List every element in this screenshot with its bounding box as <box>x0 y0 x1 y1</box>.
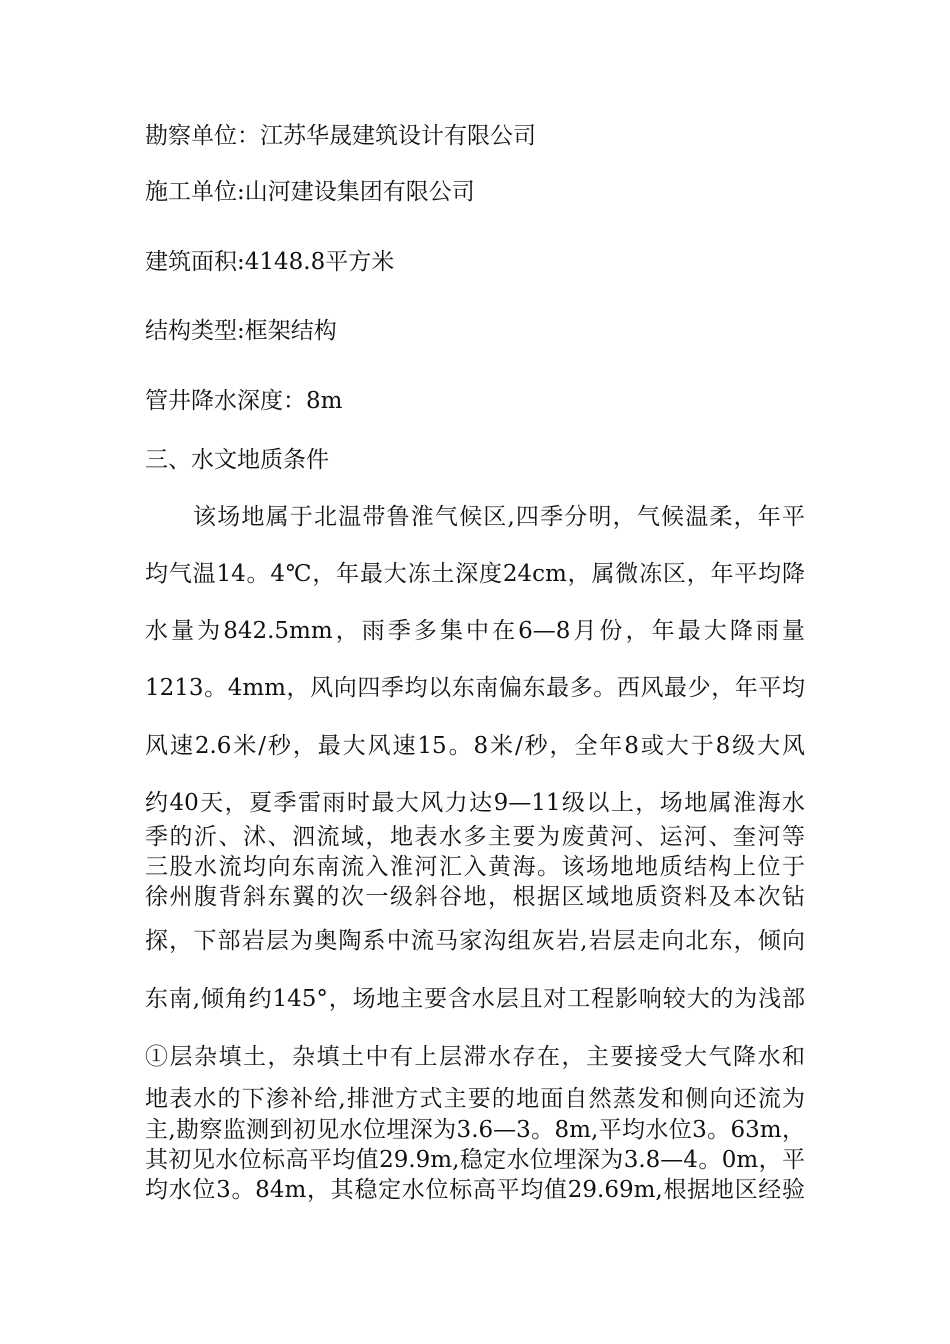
paragraph-line: 徐州腹背斜东翼的次一级斜谷地，根据区域地质资料及本次钻 <box>145 884 805 910</box>
construction-unit-line: 施工单位:山河建设集团有限公司 <box>145 179 475 205</box>
survey-unit-line: 勘察单位：江苏华晟建筑设计有限公司 <box>145 123 536 149</box>
dewatering-depth-line: 管井降水深度：8m <box>145 388 343 414</box>
paragraph-line: 均气温14。4℃，年最大冻土深度24cm，属微冻区，年平均降 <box>145 561 805 587</box>
paragraph-line: 该场地属于北温带鲁淮气候区,四季分明，气候温柔，年平 <box>193 504 805 530</box>
paragraph-line: 约40天，夏季雷雨时最大风力达9—11级以上，场地属淮海水 <box>145 790 805 816</box>
paragraph-line: 其初见水位标高平均值29.9m,稳定水位埋深为3.8—4。0m，平 <box>145 1147 805 1173</box>
paragraph-line: 风速2.6米/秒，最大风速15。8米/秒，全年8或大于8级大风 <box>145 733 805 759</box>
paragraph-line: 均水位3。84m，其稳定水位标高平均值29.69m,根据地区经验 <box>145 1177 805 1203</box>
paragraph-line: 东南,倾角约145°，场地主要含水层且对工程影响较大的为浅部 <box>145 986 805 1012</box>
section-heading: 三、水文地质条件 <box>145 447 329 473</box>
paragraph-line: 1213。4mm，风向四季均以东南偏东最多。西风最少，年平均 <box>145 675 805 701</box>
paragraph-line: ①层杂填土，杂填土中有上层滞水存在，主要接受大气降水和 <box>145 1044 805 1070</box>
building-area-line: 建筑面积:4148.8平方米 <box>145 249 395 275</box>
paragraph-line: 三股水流均向东南流入淮河汇入黄海。该场地地质结构上位于 <box>145 854 805 880</box>
paragraph-line: 主,勘察监测到初见水位埋深为3.6—3。8m,平均水位3。63m， <box>145 1117 805 1143</box>
paragraph-line: 水量为842.5mm，雨季多集中在6—8月份，年最大降雨量 <box>145 618 805 644</box>
paragraph-line: 地表水的下渗补给,排泄方式主要的地面自然蒸发和侧向还流为 <box>145 1086 805 1112</box>
paragraph-line: 探，下部岩层为奥陶系中流马家沟组灰岩,岩层走向北东，倾向 <box>145 928 805 954</box>
paragraph-line: 季的沂、沭、泗流域，地表水多主要为废黄河、运河、奎河等 <box>145 824 805 850</box>
structure-type-line: 结构类型:框架结构 <box>145 318 337 344</box>
